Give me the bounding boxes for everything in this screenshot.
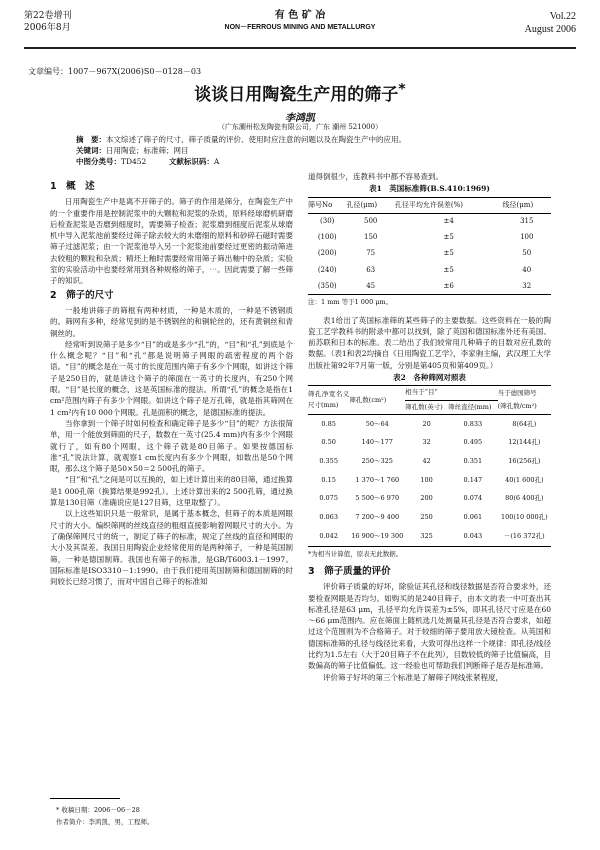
table-cell: (240) — [317, 265, 337, 274]
left-column — [50, 178, 293, 587]
abstract — [76, 134, 524, 145]
doc-code-label: 文献标识码： — [168, 157, 214, 166]
table1 — [308, 197, 551, 296]
paragraph: 一般地讲筛子的筛框有两种材质，一种是木质的，一种是不锈钢质的。筛网有多种，经常见到的是不锈钢丝的和铜轮丝的，还有黄铜丝和青铜丝的。 — [50, 305, 293, 338]
header-volume: Vol.22 — [549, 11, 576, 22]
received-date: * 收稿日期：2006－06－28 — [56, 806, 140, 814]
table-cell: 8(64孔) — [512, 419, 537, 428]
keywords — [76, 145, 524, 156]
right-column — [308, 171, 551, 683]
table-cell: 0.50 — [321, 438, 336, 447]
table2 — [308, 385, 551, 546]
table2-header-openings: 筛孔数(cm²) — [349, 386, 405, 415]
table-cell: 500 — [363, 217, 378, 226]
table1-row — [308, 230, 551, 246]
table-cell: 45 — [366, 281, 376, 290]
table1-row — [308, 262, 551, 278]
table2-row — [308, 527, 551, 546]
table-cell: 0.355 — [319, 456, 338, 465]
footnote-rule — [50, 798, 120, 799]
section-heading-quality: 3 筛子质量的评价 — [308, 565, 391, 577]
paragraph: 日用陶瓷生产中是离不开筛子的。筛子的作用是筛分，在陶瓷生产中的一个重要作用是控制泥浆中的大颗粒和泥浆的杂质，原料经球磨机研磨后检查泥浆是否磨到细度时，需要筛子检查；泥浆磨到细度后泥浆从球磨机中导入泥浆池前要经过筛子除去较大的未磨细的原料和砂碎石磁时需要筛子过滤泥浆；由一个泥浆池导入另一个泥浆池前要经过更密的振动筛进去较粗的颗粒和杂质；精坯上釉时需要经常用筛子筛出釉中的杂质；实验室的实验活动中也要经常用到各种规格的筛子，⋯。因此需要了解一些筛子的知识。 — [50, 197, 293, 286]
table2-row — [308, 434, 551, 453]
paragraph: 评价筛子好坏的第三个标准是了解筛子网线张紧程度， — [323, 672, 503, 682]
paragraph: 以上这些知识只是一般常识，是属于基本概念，但筛子的本质是网眼尺寸的大小。编织筛网的丝线直径的粗细直接影响着网眼尺寸的大小。为了确保筛网尺寸的统一，制定了筛子的标准，规定了丝线的直径和网眼的大小及其误差。我国日用陶瓷企业经常使用的是两种筛子，一种是英国制筛，一种是德国制筛。我国也有筛子的标准，是GB/T6003.1－1997。国际标准是ISO3310－1:1990。由于我们使用英国制筛和德国制筛的时间较长已经习惯了，而对中国自己筛子的标准知 — [50, 509, 293, 587]
table-cell: 1 370～1 760 — [355, 475, 400, 484]
table2-row — [308, 452, 551, 471]
table-cell: 0.351 — [463, 456, 483, 465]
table1-header: 线径(μm) — [503, 197, 551, 213]
table-cell: 0.061 — [463, 513, 483, 521]
table-cell: 75 — [366, 249, 376, 258]
table-cell: 140～177 — [361, 438, 393, 447]
table-cell: 0.043 — [463, 531, 483, 540]
table-cell: 20 — [422, 419, 431, 428]
table2-header-de-sub: (筛孔数/cm²) — [498, 400, 551, 414]
header-center — [24, 10, 576, 34]
paragraph: “目”和“孔”之间是可以互换的，如上述计算出来的80目筛，通过换算是1 000孔筛（换算结果是992孔）。上述计算出来的2 500孔筛，通过换算是130目筛（准确说应是127目筛，这里取整了）。 — [50, 475, 293, 508]
table1-row — [308, 246, 551, 262]
table-cell: 50～64 — [365, 419, 389, 428]
table-cell: ±5 — [443, 233, 454, 242]
table-cell: ±4 — [443, 217, 454, 226]
table-cell: 40 — [522, 265, 532, 274]
abstract-text: 本文综述了筛子的尺寸、筛子质量的评价、使用时应注意的问题以及在陶瓷生产中的应用。 — [106, 135, 406, 144]
article-number: 文章编号：1007－967X(2006)S0－0128－03 — [28, 67, 202, 76]
table-cell: 0.063 — [319, 513, 338, 521]
table-cell: 32 — [422, 438, 431, 447]
keywords-label: 关键词： — [76, 146, 106, 155]
table2-note: *为相当计算值，原表无此数据。 — [308, 549, 403, 558]
table-cell: 100 — [520, 233, 534, 242]
table-cell: 200 — [420, 494, 433, 503]
table-cell: 0.85 — [321, 419, 336, 428]
table-cell: 0.495 — [463, 438, 483, 447]
clc-value: TD452 — [121, 157, 147, 166]
table-cell: 5 500～6 970 — [355, 494, 400, 503]
table1-header: 孔径平均允许误差(%) — [395, 197, 503, 213]
table1-header: 筛号No — [308, 197, 346, 213]
paragraph: 表1给出了英国标准筛的某些筛子的主要数据。这些资料在一般的陶瓷工艺学教科书的附录中都可以找到，除了英国和德国标准外还有美国、前苏联和日本的标准。表二给出了我们较常用几种筛子的目数对应孔数的数据。（表1和表2均摘自《日用陶瓷工艺学》，李家驹主编，武汉理工大学出版社第92年7月第一版，分别是第405页和第409页。） — [308, 315, 551, 370]
table-cell: 50 — [522, 249, 532, 258]
table-cell: －(16 372孔) — [503, 531, 545, 540]
table-cell: 250 — [420, 513, 433, 521]
paragraph: 道得倒很少，连教科书中都不容易查到。 — [308, 172, 443, 181]
table-cell: (100) — [317, 233, 337, 242]
table-cell: (350) — [317, 281, 337, 290]
abstract-label: 摘 要： — [76, 135, 106, 144]
table-cell: (200) — [317, 249, 337, 258]
table-cell: 0.074 — [463, 494, 483, 503]
table-cell: 16(256孔) — [508, 456, 541, 465]
footnote — [56, 804, 154, 828]
table2-header-aperture: 筛孔净宽名义尺寸(mm) — [308, 386, 349, 415]
journal-name-en: NON－FERROUS MINING AND METALLURGY — [224, 24, 376, 31]
table-cell: 250～325 — [361, 456, 393, 465]
journal-name-cn: 有 色 矿 冶 — [274, 10, 326, 21]
table-cell: 0.075 — [319, 494, 338, 503]
clc-label: 中图分类号： — [76, 157, 121, 166]
header-rule — [24, 47, 576, 49]
table2-header-de: 当于德国筛号 — [497, 388, 537, 397]
affiliation: （广东潮州松发陶瓷有限公司，广东 潮州 521000） — [217, 123, 383, 131]
table1-note: 注：1 mm 等于1 000 μm。 — [308, 298, 393, 307]
keywords-text: 日用陶瓷；标准筛；网目 — [106, 146, 189, 155]
table2-row — [308, 490, 551, 509]
table-cell: 63 — [366, 265, 376, 274]
section-heading-overview: 1 概 述 — [50, 181, 95, 192]
title-footnote-mark: * — [398, 81, 406, 98]
table-cell: 16 900～19 300 — [351, 531, 404, 540]
table2-caption: 表2 各种筛网对照表 — [393, 373, 466, 383]
table-cell: 100(10 000孔) — [500, 513, 548, 521]
table-cell: 0.042 — [319, 531, 338, 540]
doc-code-value: A — [213, 157, 220, 166]
table2-header-row — [308, 386, 551, 400]
author-name: 李鸿凯 — [285, 113, 315, 124]
section-heading-size: 2 筛子的尺寸 — [50, 289, 114, 301]
table1-row — [308, 213, 551, 230]
header-issue: 第22卷增刊 — [24, 11, 72, 21]
table-cell: 150 — [363, 233, 378, 242]
table-cell: 80(6 400孔) — [505, 494, 544, 503]
table2-header-wire: 筛丝直径(mm) — [448, 400, 498, 414]
table-cell: 0.15 — [321, 475, 336, 484]
header-date-cn: 2006年8月 — [24, 23, 71, 33]
table2-row — [308, 414, 551, 433]
table-cell: 12(144孔) — [508, 438, 541, 447]
table2-body — [308, 414, 551, 546]
paragraph: 经常听到说筛子是多少“目”的或是多少“孔”的，“目”和“孔”到底是个什么概念呢？“目”和“孔”都是说明筛子网眼的疏密程度的两个俗语。“目”的概念是在一英寸的长度范围内筛子有多少个网眼，如讲这个筛子是250目的，就是讲这个筛子的筛面在一英寸的长度内，有250个网眼。“目”是长度的概念，这是英国标准的提法。所谓“孔”的概念是指在1 cm²范围内筛子有多少个网眼。如讲这个筛子是万孔筛，就是指其筛网在1 cm²内有10 000个网眼。孔是面积的概念，是德国标准的提法。 — [50, 339, 293, 417]
table1-body — [308, 213, 551, 294]
header-date-en: August 2006 — [524, 24, 576, 35]
table1-caption: 表1 英国标准筛(B.S.410:1969) — [369, 184, 490, 194]
header-right — [525, 10, 576, 36]
table2-row — [308, 508, 551, 527]
table1-row — [308, 278, 551, 295]
table-cell: ±6 — [443, 281, 454, 290]
table-cell: 0.147 — [463, 475, 483, 484]
table-cell: 315 — [520, 217, 534, 226]
paragraph: 评价筛子质量的好坏，除验证其孔径和线径数据是否符合要求外，还要检查网眼是否均匀。如购买的是240目筛子，由本文的表一中可查出其标准孔径是63 μm，孔径平均允许误差为±5%，即其孔径尺寸应是在60～66 μm范围内。应在筛面上随机选几处测量其孔径是否符合要求，如超过这个范围则为不合格筛子。对于较细的筛子要用放大镜检查。从英国和德国标准筛的孔径与线径比来看，大致可得出这样一个规律：即孔径/线径比约为1.5左右（大于20目筛子不在此列），目数较低的筛子比值偏高，目数偏高的筛子比值偏低。这一经验也可帮助我们判断筛子是否是标准筛。 — [308, 582, 551, 671]
classification — [76, 156, 524, 167]
table-cell: 325 — [420, 531, 433, 540]
paragraph: 当你拿到一个筛子时如何检查和确定筛子是多少“目”的呢？方法很简单，用一个能放到筛面的尺子，数数在一英寸(25.4 mm)内有多少个网眼就行了，如有80个网眼，这个筛子就是80目筛子。如果按德国标准“孔”说法计算，就观察1 cm长度内有多少个网眼，如数出是50个网眼，那么这个筛子是50×50＝2 500孔的筛子。 — [50, 418, 293, 474]
table-cell: 0.833 — [463, 419, 483, 428]
table-cell: ±5 — [443, 265, 454, 274]
table-cell: 7 200～9 400 — [355, 513, 400, 521]
running-header — [24, 8, 576, 50]
table1-header-row — [308, 197, 551, 213]
abstract-block — [76, 134, 524, 167]
table-cell: 40(1 600孔) — [505, 475, 544, 484]
table-cell: ±5 — [443, 249, 454, 258]
table-cell: 32 — [522, 281, 532, 290]
author-bio: 作者简介：李鸿凯，男，工程师。 — [56, 818, 154, 826]
title-text: 谈谈日用陶瓷生产用的筛子 — [194, 85, 399, 105]
table1-header: 孔径(μm) — [346, 197, 394, 213]
table-cell: 100 — [420, 475, 433, 484]
table2-row — [308, 471, 551, 490]
table-cell: 42 — [422, 456, 431, 465]
article-title — [0, 80, 600, 105]
table-cell: (30) — [320, 217, 335, 226]
table2-header-equiv: 相当于“目” — [405, 386, 497, 400]
table2-header-mesh-inch: 筛孔数(英寸) — [405, 400, 448, 414]
